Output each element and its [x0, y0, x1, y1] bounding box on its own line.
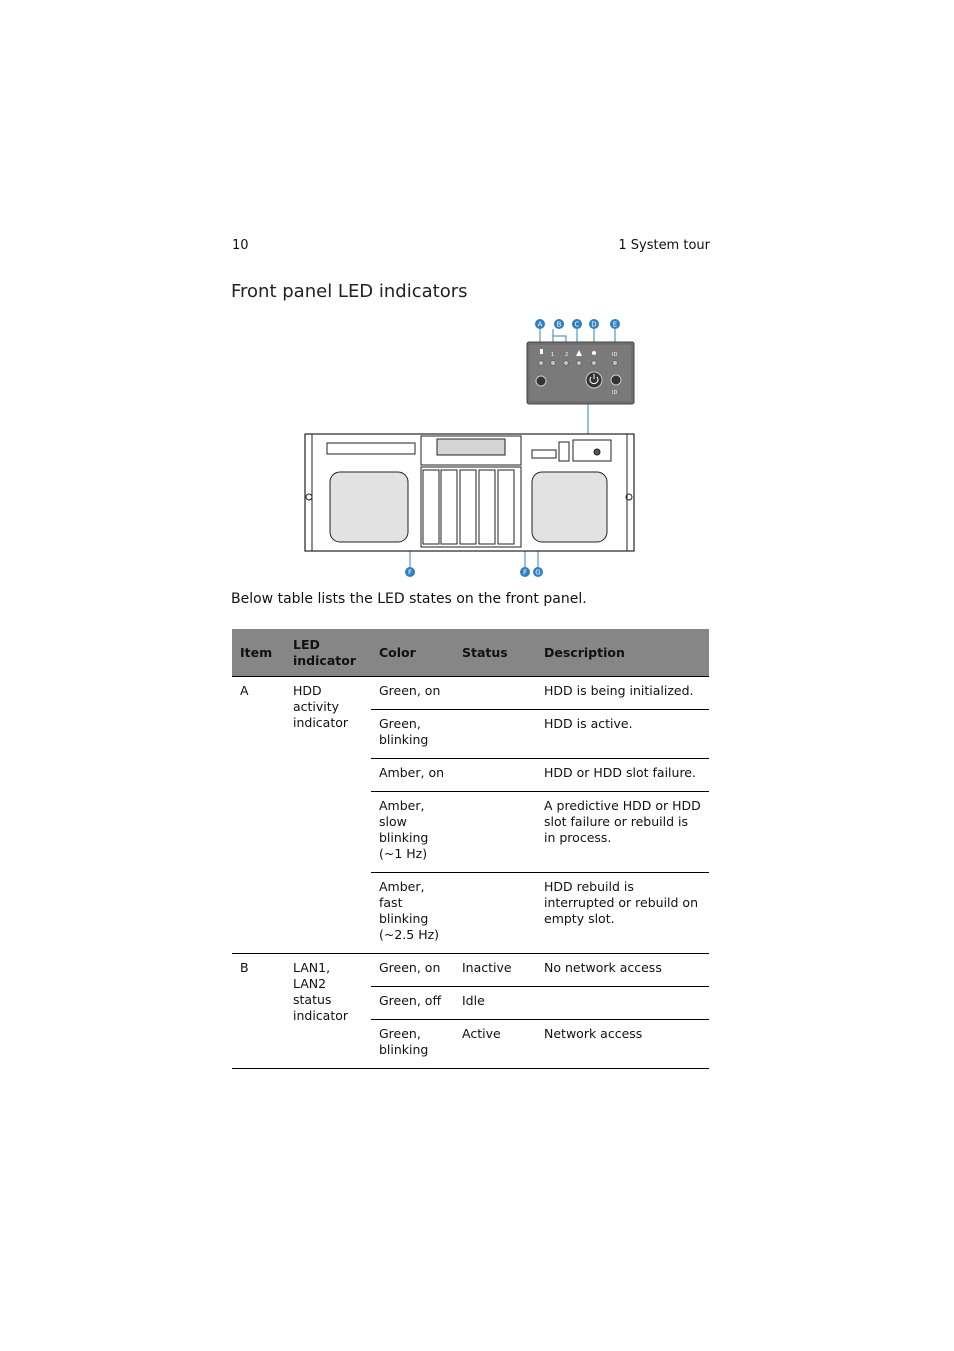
status-cell: Idle — [454, 987, 536, 1020]
status-cell — [454, 792, 536, 873]
front-panel-diagram — [300, 312, 640, 580]
description-cell: Network access — [536, 1020, 709, 1069]
lan1-label: 1 — [551, 352, 555, 358]
control-panel-inset — [527, 342, 634, 404]
status-cell — [454, 677, 536, 710]
status-cell — [454, 710, 536, 759]
led-states-table — [232, 629, 709, 1069]
page-number: 10 — [232, 238, 249, 253]
description-cell: HDD is active. — [536, 710, 709, 759]
description-cell: A predictive HDD or HDD slot failure or rebuild is in process. — [536, 792, 709, 873]
header-item: Item — [232, 629, 285, 677]
hdd-icon — [540, 349, 543, 354]
intro-text: Below table lists the LED states on the front panel. — [231, 591, 587, 607]
callout-b: B — [556, 320, 562, 329]
header-color: Color — [371, 629, 454, 677]
server-chassis — [305, 434, 634, 551]
id-label: ID — [612, 352, 618, 358]
callout-f-left: F — [407, 568, 413, 577]
status-cell — [454, 873, 536, 954]
callout-c: C — [574, 320, 580, 329]
status-cell — [454, 759, 536, 792]
color-cell: Amber, slow blinking (~1 Hz) — [371, 792, 454, 873]
section-title: Front panel LED indicators — [231, 281, 468, 302]
table-row — [232, 677, 709, 710]
item-cell: A — [232, 677, 285, 954]
item-cell: B — [232, 954, 285, 1069]
callout-e: E — [612, 320, 618, 329]
table-header-row — [232, 629, 709, 677]
led-cell: LAN1, LAN2 status indicator — [285, 954, 371, 1069]
led-cell: HDD activity indicator — [285, 677, 371, 954]
color-cell: Amber, on — [371, 759, 454, 792]
description-cell: HDD rebuild is interrupted or rebuild on empty slot. — [536, 873, 709, 954]
color-cell: Amber, fast blinking (~2.5 Hz) — [371, 873, 454, 954]
table-row — [232, 954, 709, 987]
header-description: Description — [536, 629, 709, 677]
status-cell: Active — [454, 1020, 536, 1069]
color-cell: Green, off — [371, 987, 454, 1020]
color-cell: Green, blinking — [371, 710, 454, 759]
id-label-2: ID — [612, 390, 618, 396]
description-cell: HDD is being initialized. — [536, 677, 709, 710]
lan2-label: 2 — [565, 352, 569, 358]
header-status: Status — [454, 629, 536, 677]
color-cell: Green, blinking — [371, 1020, 454, 1069]
description-cell — [536, 987, 709, 1020]
callout-f-right: F — [522, 568, 528, 577]
callout-d: D — [591, 320, 597, 329]
callout-a: A — [537, 320, 543, 329]
description-cell: No network access — [536, 954, 709, 987]
header-led-indicator: LED indicator — [285, 629, 371, 677]
fan-icon — [592, 351, 596, 355]
status-cell: Inactive — [454, 954, 536, 987]
color-cell: Green, on — [371, 954, 454, 987]
chapter-title: 1 System tour — [618, 238, 710, 253]
callout-g: G — [535, 568, 541, 577]
description-cell: HDD or HDD slot failure. — [536, 759, 709, 792]
color-cell: Green, on — [371, 677, 454, 710]
